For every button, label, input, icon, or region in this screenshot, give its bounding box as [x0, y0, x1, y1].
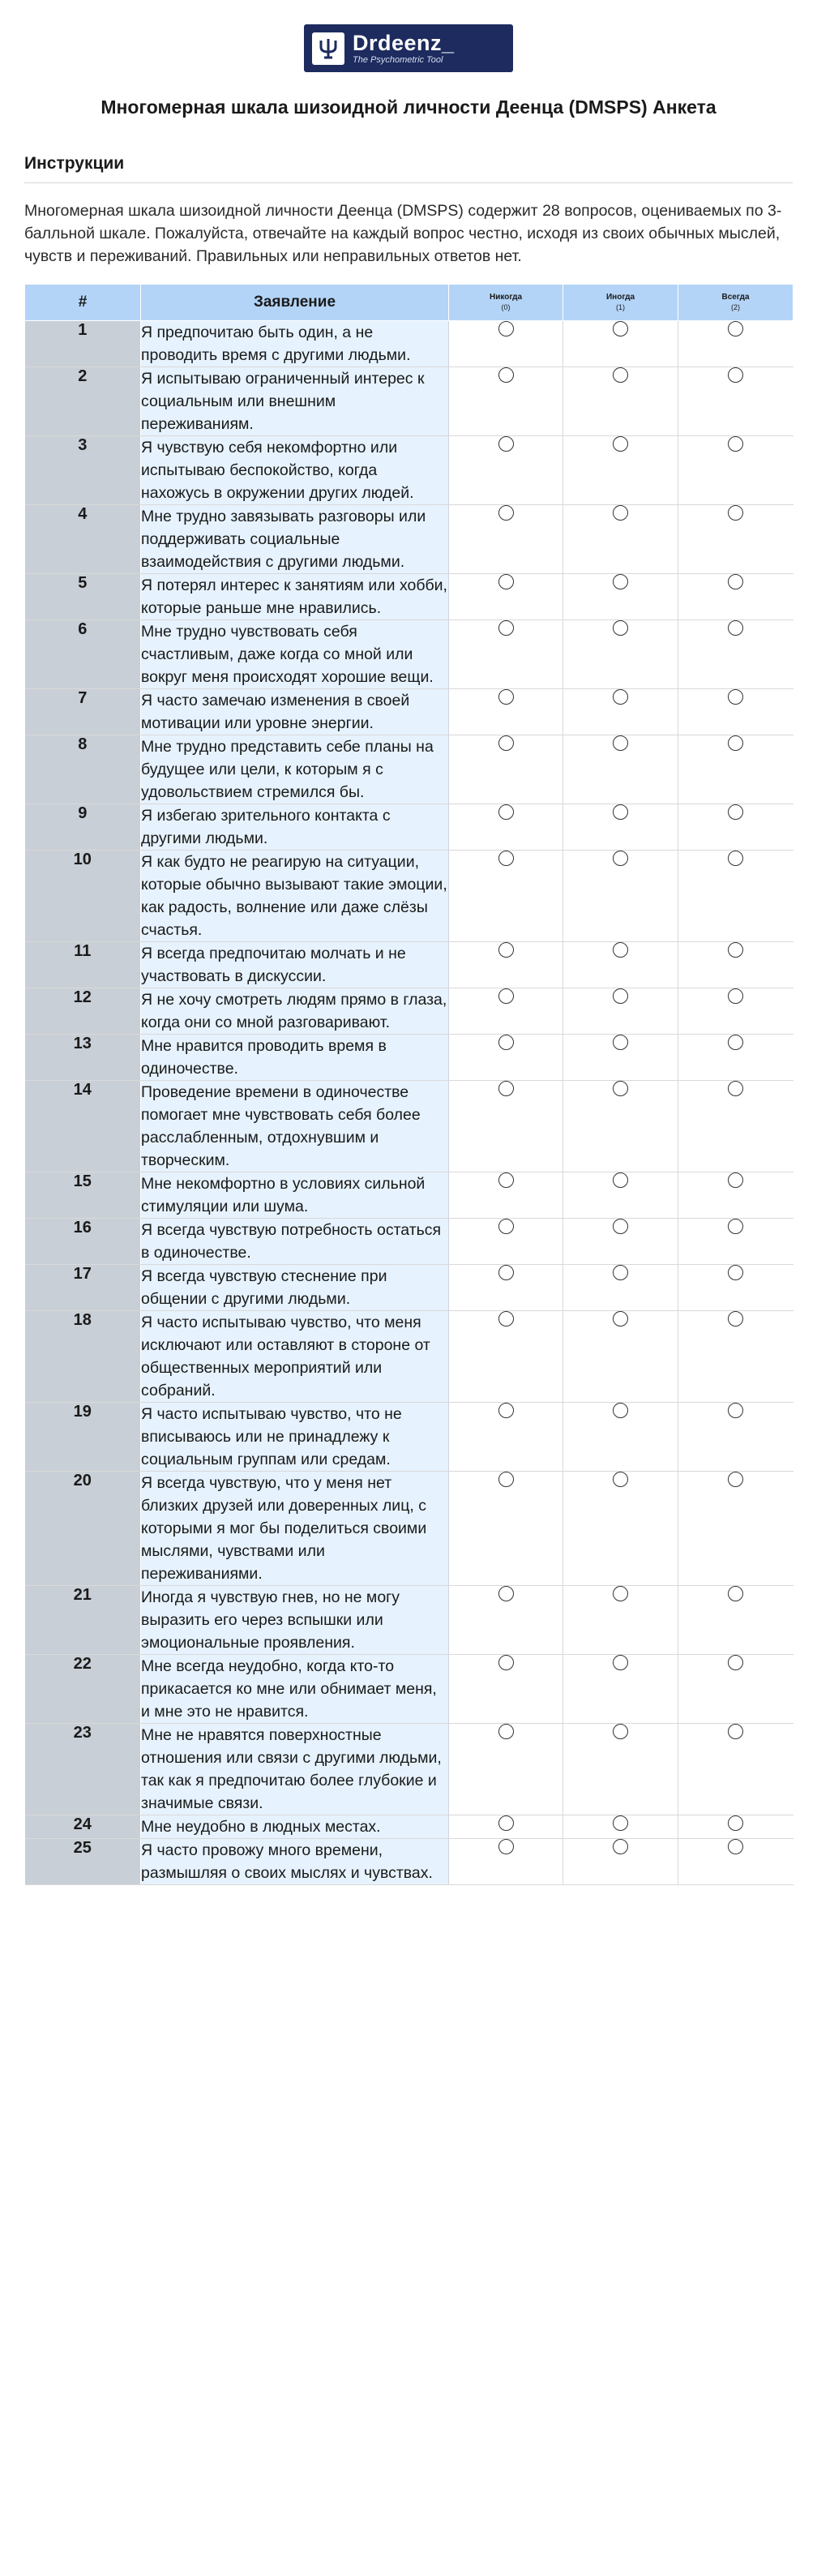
radio-always[interactable] [728, 1403, 743, 1418]
question-statement: Я потерял интерес к занятиям или хобби, которые раньше мне нравились. [141, 573, 449, 619]
answer-cell-sometimes [563, 1080, 678, 1172]
question-number: 7 [25, 688, 141, 735]
radio-sometimes[interactable] [613, 436, 628, 452]
answer-cell-always [678, 1264, 793, 1310]
answer-cell-sometimes [563, 941, 678, 988]
table-row [25, 1402, 793, 1471]
question-number: 20 [25, 1471, 141, 1585]
radio-always[interactable] [728, 1815, 743, 1831]
column-header-statement: Заявление [141, 284, 449, 320]
answer-cell-sometimes [563, 1471, 678, 1585]
answer-cell-never [449, 688, 563, 735]
question-number: 9 [25, 804, 141, 850]
radio-always[interactable] [728, 1219, 743, 1234]
answer-cell-always [678, 1654, 793, 1723]
table-row [25, 435, 793, 504]
radio-never[interactable] [498, 735, 514, 751]
radio-sometimes[interactable] [613, 804, 628, 820]
question-statement: Я часто испытываю чувство, что не вписываюсь или не принадлежу к социальным группам или средам. [141, 1402, 449, 1471]
radio-sometimes[interactable] [613, 505, 628, 521]
table-row [25, 619, 793, 688]
page-title: Многомерная шкала шизоидной личности Деенца (DMSPS) Анкета [101, 96, 716, 118]
radio-never[interactable] [498, 1081, 514, 1096]
answer-cell-never [449, 1264, 563, 1310]
question-statement: Я всегда предпочитаю молчать и не участвовать в дискуссии. [141, 941, 449, 988]
answer-cell-never [449, 941, 563, 988]
radio-never[interactable] [498, 620, 514, 636]
answer-cell-sometimes [563, 1264, 678, 1310]
answer-cell-never [449, 1310, 563, 1402]
radio-always[interactable] [728, 804, 743, 820]
answer-cell-always [678, 1218, 793, 1264]
table-row [25, 1172, 793, 1218]
questionnaire-table [24, 284, 793, 1885]
answer-cell-always [678, 735, 793, 804]
radio-sometimes[interactable] [613, 1172, 628, 1188]
question-statement: Я не хочу смотреть людям прямо в глаза, когда они со мной разговаривают. [141, 988, 449, 1034]
radio-sometimes[interactable] [613, 689, 628, 705]
radio-never[interactable] [498, 321, 514, 336]
answer-cell-always [678, 804, 793, 850]
answer-cell-never [449, 366, 563, 435]
answer-cell-never [449, 1172, 563, 1218]
answer-cell-always [678, 619, 793, 688]
answer-cell-never [449, 573, 563, 619]
radio-always[interactable] [728, 620, 743, 636]
answer-cell-sometimes [563, 619, 678, 688]
answer-cell-always [678, 850, 793, 941]
answer-cell-never [449, 435, 563, 504]
answer-cell-always [678, 1034, 793, 1080]
table-body [25, 320, 793, 1884]
radio-always[interactable] [728, 942, 743, 958]
answer-cell-never [449, 1471, 563, 1585]
answer-cell-sometimes [563, 1310, 678, 1402]
table-row [25, 804, 793, 850]
question-number: 8 [25, 735, 141, 804]
answer-cell-sometimes [563, 366, 678, 435]
radio-sometimes[interactable] [613, 1311, 628, 1327]
answer-cell-sometimes [563, 573, 678, 619]
question-statement: Я испытываю ограниченный интерес к социальным или внешним переживаниям. [141, 366, 449, 435]
radio-always[interactable] [728, 505, 743, 521]
radio-sometimes[interactable] [613, 1219, 628, 1234]
question-statement: Мне трудно завязывать разговоры или поддерживать социальные взаимодействия с другими людьми. [141, 504, 449, 573]
answer-cell-never [449, 1654, 563, 1723]
table-row [25, 504, 793, 573]
answer-cell-sometimes [563, 1172, 678, 1218]
radio-never[interactable] [498, 1586, 514, 1601]
table-row [25, 1585, 793, 1654]
question-statement: Я всегда чувствую, что у меня нет близких друзей или доверенных лиц, с которыми я мог бы поделиться своими мыслями, чувствами или переживаниями. [141, 1471, 449, 1585]
radio-never[interactable] [498, 367, 514, 383]
radio-never[interactable] [498, 851, 514, 866]
radio-sometimes[interactable] [613, 1839, 628, 1854]
radio-never[interactable] [498, 1839, 514, 1854]
question-statement: Я чувствую себя некомфортно или испытываю беспокойство, когда нахожусь в окружении других людей. [141, 435, 449, 504]
question-statement: Я всегда чувствую стеснение при общении с другими людьми. [141, 1264, 449, 1310]
table-row [25, 850, 793, 941]
header [24, 0, 793, 72]
radio-always[interactable] [728, 1472, 743, 1487]
answer-cell-always [678, 1080, 793, 1172]
radio-sometimes[interactable] [613, 367, 628, 383]
question-statement: Мне трудно представить себе планы на будущее или цели, к которым я с удовольствием стремился бы. [141, 735, 449, 804]
radio-never[interactable] [498, 1403, 514, 1418]
radio-never[interactable] [498, 804, 514, 820]
answer-cell-sometimes [563, 1034, 678, 1080]
answer-cell-sometimes [563, 1218, 678, 1264]
logo [304, 24, 513, 72]
table-row [25, 1218, 793, 1264]
question-statement: Проведение времени в одиночестве помогает мне чувствовать себя более расслабленным, отдохнувшим и творческим. [141, 1080, 449, 1172]
question-statement: Я избегаю зрительного контакта с другими людьми. [141, 804, 449, 850]
question-number: 5 [25, 573, 141, 619]
radio-never[interactable] [498, 436, 514, 452]
table-row [25, 941, 793, 988]
answer-cell-never [449, 735, 563, 804]
answer-cell-never [449, 619, 563, 688]
table-row [25, 1815, 793, 1838]
answer-cell-always [678, 504, 793, 573]
question-number: 23 [25, 1723, 141, 1815]
radio-never[interactable] [498, 1219, 514, 1234]
table-row [25, 1310, 793, 1402]
answer-cell-never [449, 1585, 563, 1654]
radio-sometimes[interactable] [613, 942, 628, 958]
radio-sometimes[interactable] [613, 1472, 628, 1487]
radio-sometimes[interactable] [613, 851, 628, 866]
answer-cell-sometimes [563, 504, 678, 573]
table-header-row [25, 284, 793, 320]
answer-cell-always [678, 941, 793, 988]
radio-never[interactable] [498, 505, 514, 521]
answer-cell-always [678, 1402, 793, 1471]
answer-cell-sometimes [563, 804, 678, 850]
radio-sometimes[interactable] [613, 1815, 628, 1831]
question-number: 16 [25, 1218, 141, 1264]
radio-sometimes[interactable] [613, 1586, 628, 1601]
radio-never[interactable] [498, 574, 514, 589]
radio-sometimes[interactable] [613, 1724, 628, 1739]
answer-cell-never [449, 1218, 563, 1264]
question-statement: Мне всегда неудобно, когда кто-то прикасается ко мне или обнимает меня, и мне это не нравится. [141, 1654, 449, 1723]
radio-never[interactable] [498, 988, 514, 1004]
answer-cell-sometimes [563, 435, 678, 504]
answer-cell-never [449, 1080, 563, 1172]
table-row [25, 1471, 793, 1585]
radio-always[interactable] [728, 851, 743, 866]
radio-sometimes[interactable] [613, 1265, 628, 1280]
radio-sometimes[interactable] [613, 1403, 628, 1418]
radio-never[interactable] [498, 689, 514, 705]
table-row [25, 1034, 793, 1080]
answer-cell-never [449, 1838, 563, 1884]
option-score: (2) [731, 302, 740, 311]
table-row [25, 988, 793, 1034]
radio-always[interactable] [728, 1586, 743, 1601]
question-number: 3 [25, 435, 141, 504]
answer-cell-never [449, 850, 563, 941]
question-statement: Я часто провожу много времени, размышляя о своих мыслях и чувствах. [141, 1838, 449, 1884]
radio-always[interactable] [728, 1035, 743, 1050]
answer-cell-sometimes [563, 1723, 678, 1815]
radio-sometimes[interactable] [613, 1655, 628, 1670]
radio-always[interactable] [728, 988, 743, 1004]
instructions-heading: Инструкции [24, 153, 793, 183]
table-row [25, 688, 793, 735]
logo-text [353, 32, 455, 66]
question-statement: Мне трудно чувствовать себя счастливым, даже когда со мной или вокруг меня происходят хорошие вещи. [141, 619, 449, 688]
question-number: 15 [25, 1172, 141, 1218]
radio-always[interactable] [728, 1265, 743, 1280]
question-number: 2 [25, 366, 141, 435]
question-number: 1 [25, 320, 141, 366]
question-number: 18 [25, 1310, 141, 1402]
question-number: 12 [25, 988, 141, 1034]
answer-cell-never [449, 320, 563, 366]
radio-sometimes[interactable] [613, 574, 628, 589]
table-row [25, 366, 793, 435]
option-score: (0) [501, 302, 511, 311]
answer-cell-sometimes [563, 735, 678, 804]
question-statement: Я как будто не реагирую на ситуации, которые обычно вызывают такие эмоции, как радость, волнение или даже слёзы счастья. [141, 850, 449, 941]
radio-always[interactable] [728, 436, 743, 452]
answer-cell-always [678, 1723, 793, 1815]
radio-always[interactable] [728, 321, 743, 336]
question-statement: Я часто испытываю чувство, что меня исключают или оставляют в стороне от общественных мероприятий или собраний. [141, 1310, 449, 1402]
question-number: 25 [25, 1838, 141, 1884]
table-row [25, 1080, 793, 1172]
question-statement: Иногда я чувствую гнев, но не могу выразить его через вспышки или эмоциональные проявления. [141, 1585, 449, 1654]
answer-cell-always [678, 988, 793, 1034]
column-header-always [678, 284, 793, 320]
radio-always[interactable] [728, 1172, 743, 1188]
radio-sometimes[interactable] [613, 321, 628, 336]
radio-sometimes[interactable] [613, 620, 628, 636]
answer-cell-never [449, 504, 563, 573]
question-statement: Я всегда чувствую потребность остаться в одиночестве. [141, 1218, 449, 1264]
radio-never[interactable] [498, 1035, 514, 1050]
option-label: Никогда [489, 292, 523, 302]
question-statement: Я часто замечаю изменения в своей мотивации или уровне энергии. [141, 688, 449, 735]
question-number: 10 [25, 850, 141, 941]
answer-cell-always [678, 1585, 793, 1654]
radio-always[interactable] [728, 574, 743, 589]
answer-cell-always [678, 1838, 793, 1884]
question-statement: Я предпочитаю быть один, а не проводить время с другими людьми. [141, 320, 449, 366]
psi-icon [312, 32, 344, 65]
radio-never[interactable] [498, 1472, 514, 1487]
answer-cell-never [449, 1034, 563, 1080]
answer-cell-never [449, 804, 563, 850]
radio-always[interactable] [728, 1081, 743, 1096]
answer-cell-always [678, 435, 793, 504]
answer-cell-sometimes [563, 988, 678, 1034]
radio-always[interactable] [728, 689, 743, 705]
answer-cell-always [678, 573, 793, 619]
answer-cell-sometimes [563, 1838, 678, 1884]
answer-cell-sometimes [563, 1585, 678, 1654]
answer-cell-always [678, 320, 793, 366]
radio-sometimes[interactable] [613, 735, 628, 751]
question-statement: Мне неудобно в людных местах. [141, 1815, 449, 1838]
question-number: 24 [25, 1815, 141, 1838]
answer-cell-never [449, 988, 563, 1034]
answer-cell-sometimes [563, 320, 678, 366]
logo-tagline: The Psychometric Tool [353, 54, 443, 65]
answer-cell-never [449, 1815, 563, 1838]
table-row [25, 1838, 793, 1884]
radio-always[interactable] [728, 1311, 743, 1327]
radio-sometimes[interactable] [613, 1035, 628, 1050]
option-label: Всегда [721, 292, 750, 302]
answer-cell-never [449, 1723, 563, 1815]
answer-cell-always [678, 1310, 793, 1402]
option-label: Иногда [605, 292, 635, 302]
radio-always[interactable] [728, 1655, 743, 1670]
answer-cell-sometimes [563, 688, 678, 735]
radio-never[interactable] [498, 1172, 514, 1188]
radio-always[interactable] [728, 367, 743, 383]
question-number: 22 [25, 1654, 141, 1723]
column-header-sometimes [563, 284, 678, 320]
answer-cell-sometimes [563, 1654, 678, 1723]
answer-cell-always [678, 688, 793, 735]
answer-cell-sometimes [563, 1815, 678, 1838]
radio-never[interactable] [498, 1311, 514, 1327]
option-score: (1) [616, 302, 625, 311]
answer-cell-sometimes [563, 1402, 678, 1471]
answer-cell-always [678, 1172, 793, 1218]
question-number: 4 [25, 504, 141, 573]
answer-cell-never [449, 1402, 563, 1471]
question-statement: Мне некомфортно в условиях сильной стимуляции или шума. [141, 1172, 449, 1218]
radio-never[interactable] [498, 1265, 514, 1280]
instructions-text: Многомерная шкала шизоидной личности Деенца (DMSPS) содержит 28 вопросов, оцениваемых по 3-балльной шкале. Пожалуйста, отвечайте на каждый вопрос честно, исходя из своих обычных мыслей, чувств и переживаний. Правильных или неправильных ответов нет. [24, 202, 782, 265]
radio-always[interactable] [728, 1839, 743, 1854]
table-row [25, 1654, 793, 1723]
answer-cell-always [678, 1815, 793, 1838]
question-number: 21 [25, 1585, 141, 1654]
column-header-never [449, 284, 563, 320]
radio-never[interactable] [498, 942, 514, 958]
table-row [25, 1723, 793, 1815]
radio-never[interactable] [498, 1815, 514, 1831]
radio-never[interactable] [498, 1724, 514, 1739]
question-number: 6 [25, 619, 141, 688]
question-number: 17 [25, 1264, 141, 1310]
radio-sometimes[interactable] [613, 1081, 628, 1096]
table-row [25, 1264, 793, 1310]
column-header-number: # [25, 284, 141, 320]
question-number: 19 [25, 1402, 141, 1471]
answer-cell-sometimes [563, 850, 678, 941]
table-row [25, 735, 793, 804]
question-number: 11 [25, 941, 141, 988]
radio-always[interactable] [728, 1724, 743, 1739]
radio-always[interactable] [728, 735, 743, 751]
radio-sometimes[interactable] [613, 988, 628, 1004]
answer-cell-always [678, 1471, 793, 1585]
question-number: 14 [25, 1080, 141, 1172]
question-statement: Мне не нравятся поверхностные отношения или связи с другими людьми, так как я предпочитаю более глубокие и значимые связи. [141, 1723, 449, 1815]
radio-never[interactable] [498, 1655, 514, 1670]
answer-cell-always [678, 366, 793, 435]
table-row [25, 320, 793, 366]
question-number: 13 [25, 1034, 141, 1080]
logo-name: Drdeenz_ [353, 30, 455, 55]
question-statement: Мне нравится проводить время в одиночестве. [141, 1034, 449, 1080]
table-row [25, 573, 793, 619]
